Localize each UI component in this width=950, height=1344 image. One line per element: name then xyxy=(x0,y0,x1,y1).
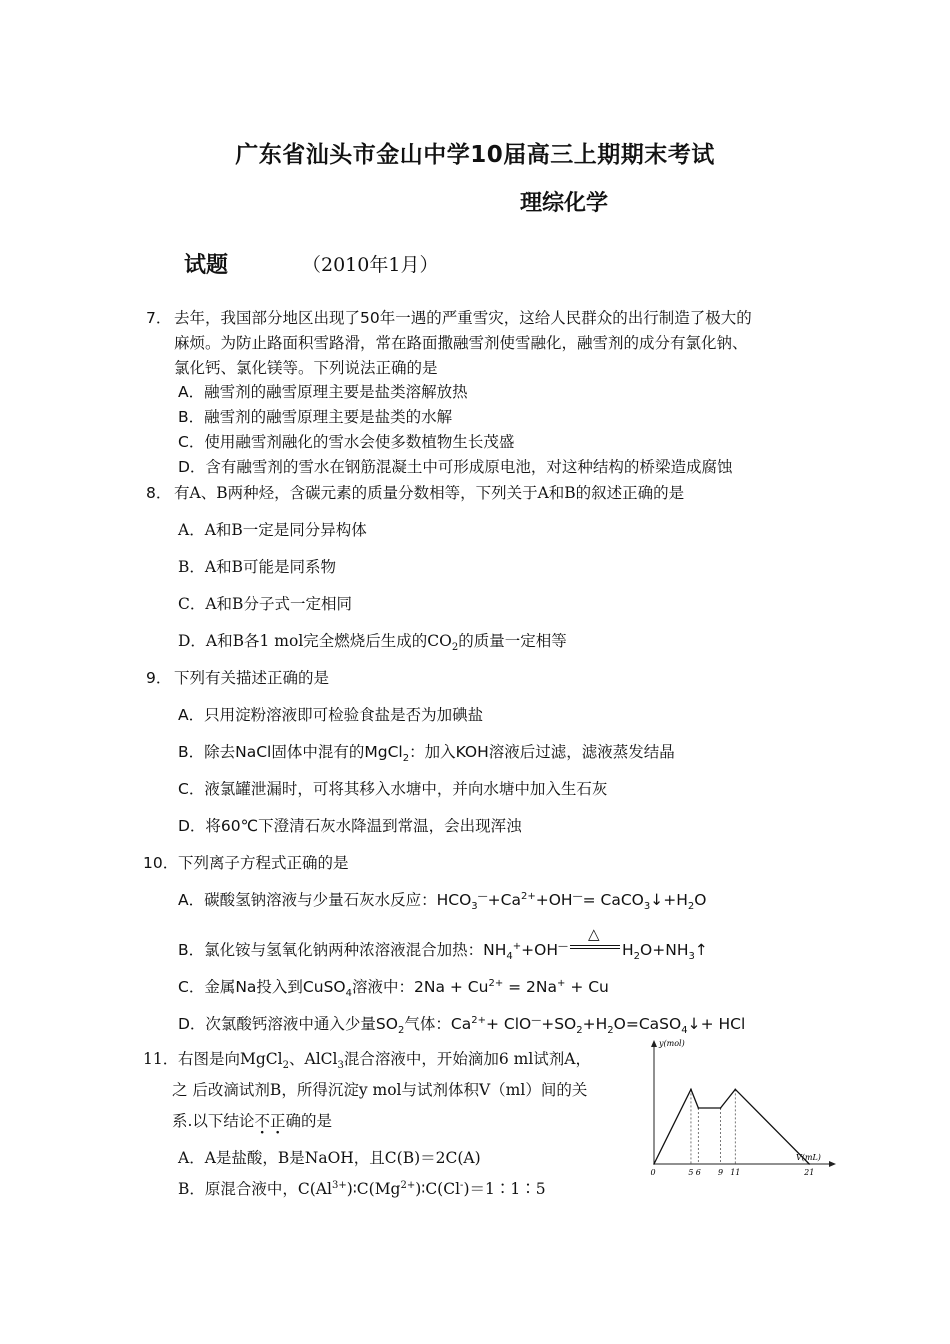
q7-line1: 去年，我国部分地区出现了50年一遇的严重雪灾，这给人民群众的出行制造了极大的 xyxy=(174,309,752,327)
y-axis-label: y(mol) xyxy=(659,1039,685,1048)
q11-line3: 系.以下结论不正确的是 xyxy=(172,1112,332,1130)
data-point xyxy=(720,1107,722,1109)
q8-stem: 有A、B两种烃，含碳元素的质量分数相等，下列关于A和B的叙述正确的是 xyxy=(174,484,685,502)
y-axis-arrow-icon xyxy=(651,1040,657,1047)
q7-line2: 麻烦。为防止路面积雪路滑，常在路面撒融雪剂使雪融化，融雪剂的成分有氯化钠、 xyxy=(174,334,748,352)
q10-option-c: C．金属Na投入到CuSO$_4$溶液中：$2Na + Cu^{2+} = 2Na^+ + Cu$ xyxy=(178,977,609,1000)
q7-number: 7． xyxy=(146,309,172,327)
paper-subtitle: 理综化学 xyxy=(520,191,609,216)
q10-option-a: A．碳酸氢钠溶液与少量石灰水反应：$HCO_3^—+Ca^{2+}+OH^—=$ $CaCO_3↓+H_2O$ xyxy=(178,890,707,913)
series-line xyxy=(654,1089,809,1164)
paper-date: （2010年1月） xyxy=(302,254,439,276)
q11-line2: 之 后改滴试剂B，所得沉淀y mol与试剂体积V（ml）间的关 xyxy=(172,1081,588,1099)
heat-arrow-icon: △ xyxy=(568,943,622,959)
paper-title: 广东省汕头市金山中学10届高三上期期末考试 xyxy=(235,142,715,168)
x-axis-arrow-icon xyxy=(829,1161,836,1167)
x-tick-label: 6 xyxy=(695,1168,701,1177)
data-point xyxy=(808,1163,810,1165)
x-tick-label: 0 xyxy=(650,1168,656,1177)
q9-option-a: A．只用淀粉溶液即可检验食盐是否为加碘盐 xyxy=(178,706,484,724)
q10-option-d: D．次氯酸钙溶液中通入少量$SO_2$气体：$Ca^{2+}+$ $ClO^—+SO_2+H_2O=CaSO_4↓+$ HCl xyxy=(178,1014,746,1037)
paper-shiti: 试题 xyxy=(184,253,229,278)
q9-number: 9． xyxy=(146,669,172,687)
q8-option-c: C．A和B分子式一定相同 xyxy=(178,595,352,613)
q11-number: 11． xyxy=(143,1050,179,1068)
x-tick-label: 9 xyxy=(717,1168,724,1177)
data-point xyxy=(698,1107,700,1109)
q8-option-d: D．A和B各1 mol完全燃烧后生成的$CO_2$的质量一定相等 xyxy=(178,632,567,654)
q7-option-c: C．使用融雪剂融化的雪水会使多数植物生长茂盛 xyxy=(178,433,515,451)
q9-option-d: D．将60℃下澄清石灰水降温到常温，会出现浑浊 xyxy=(178,817,522,835)
q7-option-a: A．融雪剂的融雪原理主要是盐类溶解放热 xyxy=(178,383,468,401)
q10-option-b: B．氯化铵与氢氧化钠两种浓溶液混合加热：$NH_4^++OH^—$ △ $H_2O+NH_3↑$ xyxy=(178,924,708,963)
q8-option-a: A．A和B一定是同分异构体 xyxy=(178,521,367,539)
q11-option-a: A．A是盐酸，B是NaOH，且C(B)＝2C(A) xyxy=(178,1149,481,1167)
q9-option-c: C．液氯罐泄漏时，可将其移入水塘中，并向水塘中加入生石灰 xyxy=(178,780,608,798)
q7-option-d: D．含有融雪剂的雪水在钢筋混凝土中可形成原电池，对这种结构的桥梁造成腐蚀 xyxy=(178,458,733,476)
x-tick-label: 11 xyxy=(730,1168,741,1177)
q11-option-b: B．原混合液中，$C(Al^{3+})∶C(Mg^{2+})∶C(Cl^-)=1∶1∶5$ xyxy=(178,1179,546,1198)
q7-line3: 氯化钙、氯化镁等。下列说法正确的是 xyxy=(174,359,438,377)
data-point xyxy=(690,1089,692,1091)
x-axis-label: V(mL) xyxy=(796,1153,821,1162)
q7-option-b: B．融雪剂的融雪原理主要是盐类的水解 xyxy=(178,408,453,426)
data-point xyxy=(653,1163,655,1165)
q11-line1: 右图是向MgCl$_2$、AlCl$_3$混合溶液中，开始滴加6 ml试剂A， xyxy=(178,1050,591,1072)
q9-stem: 下列有关描述正确的是 xyxy=(174,669,330,687)
q8-option-b: B．A和B可能是同系物 xyxy=(178,558,336,576)
x-tick-label: 21 xyxy=(804,1168,815,1177)
precipitate-volume-chart xyxy=(640,1036,840,1186)
q10-number: 10． xyxy=(143,854,179,872)
q9-option-b: B．除去NaCl固体中混有的MgCl$_2$：加入KOH溶液后过滤，滤液蒸发结晶 xyxy=(178,743,675,765)
data-point xyxy=(735,1089,737,1091)
q8-number: 8． xyxy=(146,484,172,502)
x-tick-label: 5 xyxy=(688,1168,694,1177)
q10-stem: 下列离子方程式正确的是 xyxy=(178,854,349,872)
